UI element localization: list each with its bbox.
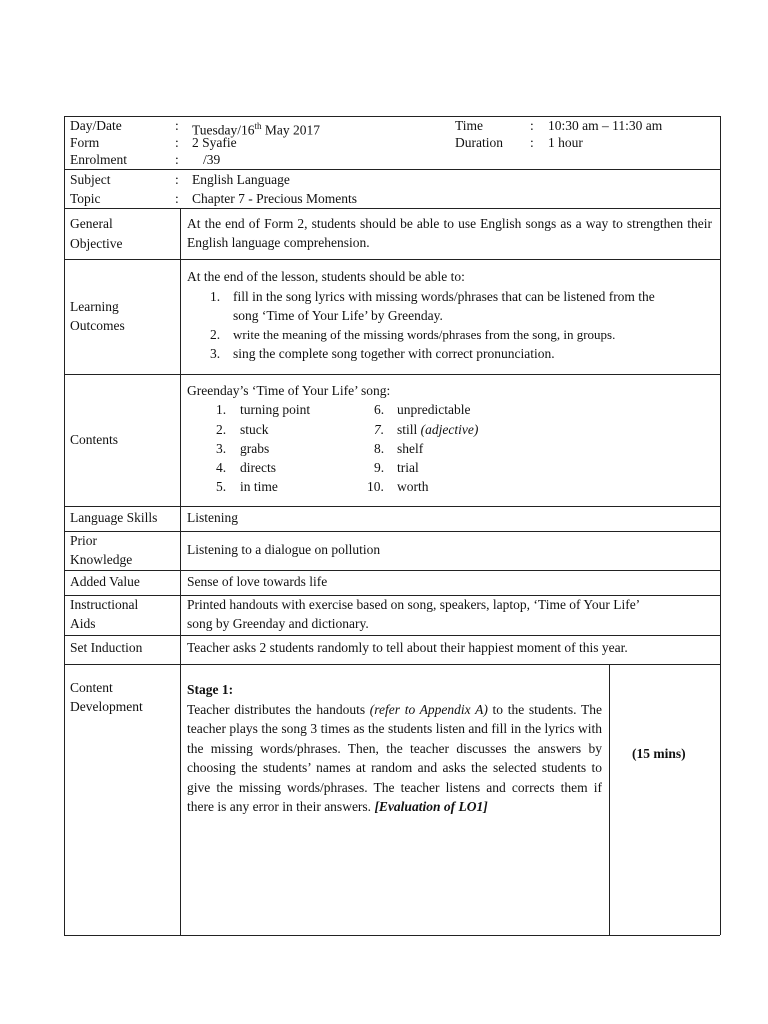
language-skills-label: Language Skills — [70, 510, 158, 525]
time-label: Time — [455, 118, 484, 133]
outcome-text-continued: song ‘Time of Your Life’ by Greenday. — [233, 308, 443, 323]
instructional-aids-text: Printed handouts with exercise based on song, speakers, laptop, ‘Time of Your Life’ — [187, 597, 641, 612]
outcome-number: 2. — [210, 327, 221, 342]
stage-duration: (15 mins) — [632, 746, 686, 761]
table-border-bottom — [64, 935, 720, 936]
outcome-number: 1. — [210, 289, 221, 304]
learning-outcomes-label-2: Outcomes — [70, 318, 125, 333]
duration-colon: : — [530, 135, 534, 150]
topic-colon: : — [175, 191, 179, 206]
content-word: in time — [240, 479, 278, 494]
duration-value: 1 hour — [548, 135, 583, 150]
content-number: 5. — [216, 479, 227, 494]
content-development-label-1: Content — [70, 680, 113, 695]
content-number: 6. — [374, 402, 385, 417]
content-number: 3. — [216, 441, 227, 456]
row-divider — [64, 635, 720, 636]
content-number: 8. — [374, 441, 385, 456]
prior-knowledge-value: Listening to a dialogue on pollution — [187, 542, 381, 557]
content-number: 1. — [216, 402, 227, 417]
row-divider — [64, 169, 720, 170]
content-word: unpredictable — [397, 402, 471, 417]
duration-label: Duration — [455, 135, 503, 150]
time-colon: : — [530, 118, 534, 133]
general-objective-label-2: Objective — [70, 236, 123, 251]
row-divider — [64, 570, 720, 571]
content-number: 4. — [216, 460, 227, 475]
appendix-reference: (refer to Appendix A) — [369, 702, 488, 717]
enrolment-colon: : — [175, 152, 179, 167]
row-divider — [64, 531, 720, 532]
content-word: still (adjective) — [397, 422, 479, 437]
content-word: turning point — [240, 402, 311, 417]
row-divider — [64, 208, 720, 209]
table-border-right — [720, 116, 721, 935]
instructional-aids-label-1: Instructional — [70, 597, 139, 612]
content-note: (adjective) — [420, 422, 479, 437]
time-value: 10:30 am – 11:30 am — [548, 118, 663, 133]
instructional-aids-text-continued: song by Greenday and dictionary. — [187, 616, 369, 631]
subject-label: Subject — [70, 172, 111, 187]
content-number: 9. — [374, 460, 385, 475]
daydate-value: Tuesday/16th May 2017 — [192, 121, 321, 138]
outcome-text: write the meaning of the missing words/phrases from the song, in groups. — [233, 327, 616, 342]
contents-label: Contents — [70, 432, 119, 447]
content-word: directs — [240, 460, 276, 475]
learning-outcomes-intro: At the end of the lesson, students should be able to: — [187, 269, 465, 284]
stage-title: Stage 1: — [187, 682, 234, 697]
content-word: shelf — [397, 441, 424, 456]
content-word: stuck — [240, 422, 269, 437]
instructional-aids-label-2: Aids — [70, 616, 96, 631]
enrolment-label: Enrolment — [70, 152, 127, 167]
content-development-label-2: Development — [70, 699, 143, 714]
outcome-text: sing the complete song together with correct pronunciation. — [233, 346, 555, 361]
topic-value: Chapter 7 - Precious Moments — [192, 191, 357, 206]
topic-label: Topic — [70, 191, 101, 206]
prior-knowledge-label-1: Prior — [70, 533, 97, 548]
language-skills-value: Listening — [187, 510, 238, 525]
row-divider — [64, 374, 720, 375]
learning-outcomes-label-1: Learning — [70, 299, 119, 314]
form-value: 2 Syafie — [192, 135, 237, 150]
subject-colon: : — [175, 172, 179, 187]
prior-knowledge-label-2: Knowledge — [70, 552, 133, 567]
subject-value: English Language — [192, 172, 290, 187]
content-number: 10. — [367, 479, 384, 494]
outcome-number: 3. — [210, 346, 221, 361]
form-label: Form — [70, 135, 100, 150]
content-word: grabs — [240, 441, 270, 456]
form-colon: : — [175, 135, 179, 150]
time-column-divider — [609, 664, 610, 935]
enrolment-value: /39 — [203, 152, 221, 167]
general-objective-label-1: General — [70, 216, 113, 231]
row-divider — [64, 595, 720, 596]
row-divider — [64, 259, 720, 260]
content-number: 2. — [216, 422, 227, 437]
table-border-top — [64, 116, 720, 117]
stage-description: Teacher distributes the handouts (refer to Appendix A) to the students. The teacher plays the song 3 times as the students listen and fill in the lyrics with the missing words/phrases. Then, the teacher discusses the answers by choosing the students’ names at random and asks the selected students to give the missing words/phrases. The teacher listens and corrects them if there is any error in their answers. [Evaluation of LO1] — [187, 702, 602, 815]
label-column-divider — [180, 208, 181, 935]
set-induction-label: Set Induction — [70, 640, 143, 655]
outcome-text: fill in the song lyrics with missing words/phrases that can be listened from the — [233, 289, 655, 304]
added-value-label: Added Value — [70, 574, 140, 589]
content-word: worth — [397, 479, 429, 494]
daydate-label: Day/Date — [70, 118, 122, 133]
table-border-left — [64, 116, 65, 935]
general-objective-text: At the end of Form 2, students should be able to use English songs as a way to strengthen their English language comprehension. — [187, 216, 712, 251]
content-number: 7. — [374, 422, 385, 437]
daydate-colon: : — [175, 118, 179, 133]
set-induction-value: Teacher asks 2 students randomly to tell about their happiest moment of this year. — [187, 640, 628, 655]
content-word: trial — [397, 460, 419, 475]
evaluation-tag: [Evaluation of LO1] — [374, 799, 488, 815]
row-divider — [64, 506, 720, 507]
added-value-value: Sense of love towards life — [187, 574, 328, 589]
row-divider — [64, 664, 720, 665]
contents-heading: Greenday’s ‘Time of Your Life’ song: — [187, 383, 391, 398]
